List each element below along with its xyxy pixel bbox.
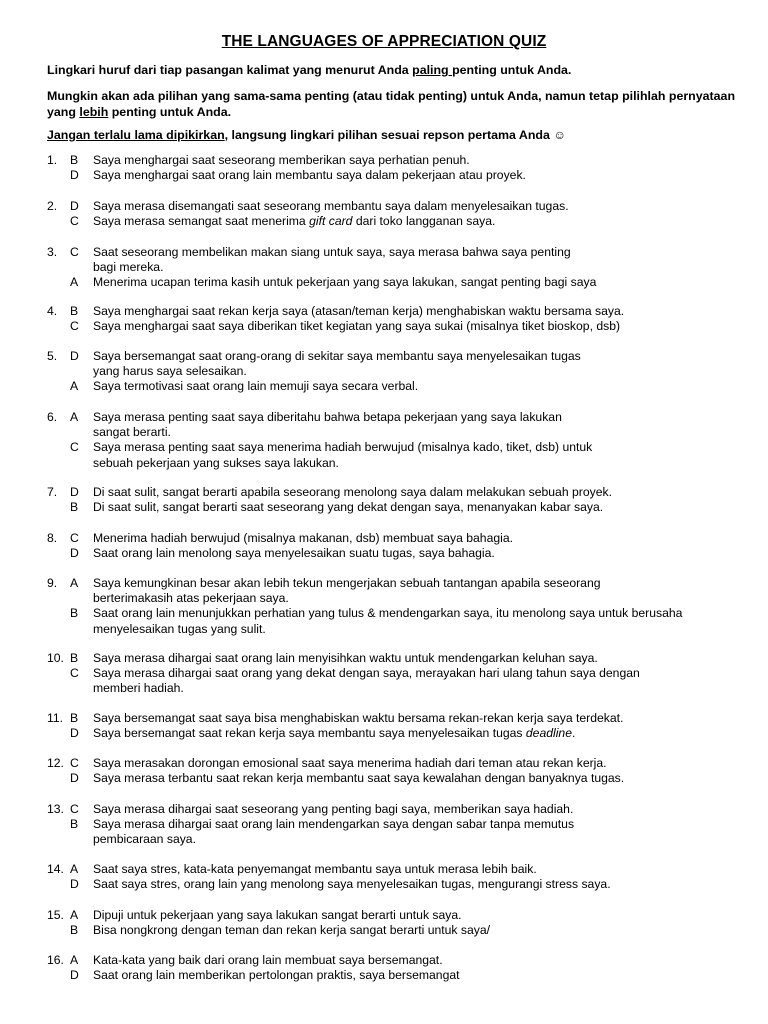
question-number: 1. (47, 153, 58, 167)
answer-option[interactable] (47, 214, 737, 229)
option-text (93, 531, 737, 546)
option-letter[interactable]: B (70, 923, 79, 938)
question-item (47, 862, 737, 892)
answer-option[interactable] (47, 666, 737, 696)
option-text (93, 275, 737, 290)
option-letter[interactable]: D (70, 726, 79, 741)
question-item (47, 711, 737, 741)
option-text (93, 771, 737, 786)
option-text-part: dari toko langganan saya. (352, 214, 496, 229)
option-text-part: Saya menghargai saat seseorang memberikan saya perhatian penuh. (93, 153, 470, 167)
option-letter[interactable]: A (70, 908, 79, 922)
option-text (93, 877, 737, 892)
answer-option[interactable] (47, 953, 737, 968)
option-letter[interactable]: B (70, 606, 79, 621)
option-letter[interactable]: C (70, 440, 79, 455)
answer-option[interactable] (47, 651, 737, 666)
instruction-1 (47, 62, 737, 78)
option-letter[interactable]: D (70, 349, 79, 363)
option-text-part: Saya merasakan dorongan emosional saat saya menerima hadiah dari teman atau rekan kerja. (93, 756, 607, 770)
question-item (47, 304, 737, 334)
option-letter[interactable]: C (70, 666, 79, 681)
question-number: 2. (47, 199, 58, 213)
option-letter[interactable]: C (70, 319, 79, 334)
answer-option[interactable] (47, 440, 737, 470)
instruction-2-emphasis: lebih (79, 105, 109, 119)
instruction-2-text-end: penting untuk Anda. (108, 105, 232, 119)
answer-option[interactable] (47, 531, 737, 546)
answer-option[interactable] (47, 168, 737, 183)
answer-option[interactable] (47, 756, 737, 771)
question-number: 16. (47, 953, 64, 967)
instruction-3-emphasis: Jangan terlalu lama dipikirkan (47, 128, 225, 142)
question-item (47, 576, 737, 637)
answer-option[interactable] (47, 153, 737, 168)
option-text (93, 666, 737, 696)
option-letter[interactable]: C (70, 214, 79, 229)
answer-option[interactable] (47, 802, 737, 817)
option-text-part: Saya termotivasi saat orang lain memuji saya secara verbal. (93, 379, 419, 394)
question-item (47, 410, 737, 471)
option-letter[interactable]: B (70, 500, 79, 515)
answer-option[interactable] (47, 771, 737, 786)
option-text (93, 817, 737, 847)
option-text-part: Saya bersemangat saat orang-orang di sekitar saya membantu saya menyelesaikan tugas yang harus saya selesaikan. (93, 349, 581, 379)
option-letter[interactable]: C (70, 802, 79, 816)
option-text-part: Saya merasa dihargai saat orang yang dekat dengan saya, merayakan hari ulang tahun saya dengan memberi hadiah. (93, 666, 640, 696)
answer-option[interactable] (47, 576, 737, 606)
option-text-part: Saat saya stres, orang lain yang menolong saya menyelesaikan tugas, mengurangi stress saya. (93, 877, 611, 892)
option-text (93, 953, 737, 968)
option-text-part: Menerima ucapan terima kasih untuk pekerjaan yang saya lakukan, sangat penting bagi saya (93, 275, 597, 290)
option-text (93, 199, 737, 214)
option-letter[interactable]: A (70, 953, 79, 967)
option-text-part: Saya menghargai saat saya diberikan tiket kegiatan yang saya sukai (misalnya tiket bioskop, dsb) (93, 319, 621, 334)
option-letter[interactable]: D (70, 546, 79, 561)
option-text-part: Saya kemungkinan besar akan lebih tekun mengerjakan sebuah tantangan apabila seseorang berterimakasih atas pekerjaan saya. (93, 576, 601, 606)
option-letter[interactable]: D (70, 199, 79, 213)
instruction-1-text: Lingkari huruf dari tiap pasangan kalimat yang menurut Anda (47, 63, 413, 77)
option-text-part: Di saat sulit, sangat berarti saat seseorang yang dekat dengan saya, menanyakan kabar saya. (93, 500, 604, 515)
question-item (47, 953, 737, 983)
option-text (93, 410, 737, 440)
answer-option[interactable] (47, 877, 737, 892)
option-text-part: Saya bersemangat saat rekan kerja saya membantu saya menyelesaikan tugas (93, 726, 526, 741)
question-number: 14. (47, 862, 64, 876)
answer-option[interactable] (47, 275, 737, 290)
option-text (93, 802, 737, 817)
option-letter[interactable]: C (70, 245, 79, 259)
question-item (47, 349, 737, 395)
question-number: 8. (47, 531, 58, 545)
option-text-part: Saat orang lain memberikan pertolongan praktis, saya bersemangat (93, 968, 460, 983)
answer-option[interactable] (47, 817, 737, 847)
answer-option[interactable] (47, 923, 737, 938)
answer-option[interactable] (47, 908, 737, 923)
question-number: 5. (47, 349, 58, 363)
option-text (93, 651, 737, 666)
option-text-part: Saat orang lain menolong saya menyelesaikan suatu tugas, saya bahagia. (93, 546, 495, 561)
option-text-part: Saya merasa disemangati saat seseorang membantu saya dalam menyelesaikan tugas. (93, 199, 569, 213)
option-text (93, 319, 737, 334)
option-text (93, 606, 737, 636)
option-text (93, 908, 737, 923)
option-text-part: Kata-kata yang baik dari orang lain membuat saya bersemangat. (93, 953, 443, 967)
option-text-italic: gift card (309, 214, 353, 229)
question-item (47, 651, 737, 697)
option-letter[interactable]: D (70, 968, 79, 983)
option-text-part: . (572, 726, 576, 741)
option-letter[interactable]: C (70, 756, 79, 770)
option-text (93, 153, 737, 168)
option-text (93, 756, 737, 771)
option-text (93, 440, 737, 470)
option-text-part: Saat seseorang membelikan makan siang untuk saya, saya merasa bahwa saya penting bagi mereka. (93, 245, 571, 275)
answer-option[interactable] (47, 968, 737, 983)
answer-option[interactable] (47, 349, 737, 379)
question-item (47, 245, 737, 291)
instruction-3 (47, 127, 737, 143)
instruction-2 (47, 88, 737, 120)
answer-option[interactable] (47, 711, 737, 726)
answer-option[interactable] (47, 319, 737, 334)
answer-option[interactable] (47, 245, 737, 275)
option-letter[interactable]: D (70, 168, 79, 183)
option-letter[interactable]: A (70, 576, 79, 590)
answer-option[interactable] (47, 500, 737, 515)
answer-option[interactable] (47, 199, 737, 214)
option-text (93, 245, 737, 275)
question-number: 4. (47, 304, 58, 318)
option-text (93, 862, 737, 877)
answer-option[interactable] (47, 379, 737, 394)
option-text (93, 485, 737, 500)
option-letter[interactable]: D (70, 771, 79, 786)
question-item (47, 199, 737, 229)
option-text-part: Saat saya stres, kata-kata penyemangat membantu saya untuk merasa lebih baik. (93, 862, 537, 876)
answer-option[interactable] (47, 410, 737, 440)
option-letter[interactable]: D (70, 877, 79, 892)
option-text-part: Bisa nongkrong dengan teman dan rekan kerja sangat berarti untuk saya/ (93, 923, 491, 938)
option-text (93, 923, 737, 938)
option-text (93, 576, 737, 606)
answer-option[interactable] (47, 546, 737, 561)
question-item (47, 756, 737, 786)
answer-option[interactable] (47, 862, 737, 877)
question-item (47, 153, 737, 183)
option-text-part: Saya menghargai saat orang lain membantu saya dalam pekerjaan atau proyek. (93, 168, 526, 183)
option-text-part: Menerima hadiah berwujud (misalnya makanan, dsb) membuat saya bahagia. (93, 531, 514, 545)
option-text (93, 379, 737, 394)
instruction-3-text: , langsung lingkari pilihan sesuai repson pertama Anda ☺ (224, 128, 566, 142)
option-letter[interactable]: D (70, 485, 79, 499)
option-letter[interactable]: B (70, 651, 79, 665)
option-text-part: Di saat sulit, sangat berarti apabila seseorang menolong saya dalam melakukan sebuah proyek. (93, 485, 612, 499)
option-text (93, 968, 737, 983)
question-number: 3. (47, 245, 58, 259)
option-letter[interactable]: B (70, 817, 79, 832)
option-text (93, 726, 737, 741)
question-number: 10. (47, 651, 64, 665)
answer-option[interactable] (47, 485, 737, 500)
option-text (93, 349, 737, 379)
option-text-part: Saya merasa dihargai saat seseorang yang penting bagi saya, memberikan saya hadiah. (93, 802, 574, 816)
instruction-2-text: Mungkin akan ada pilihan yang sama-sama penting (atau tidak penting) untuk Anda, namun tetap pilihlah pernyataan yang (47, 89, 736, 119)
page-title: THE LANGUAGES OF APPRECIATION QUIZ (221, 33, 547, 50)
option-letter[interactable]: A (70, 379, 79, 394)
option-letter[interactable]: A (70, 275, 79, 290)
option-text-part: Saya merasa dihargai saat orang lain mendengarkan saya dengan sabar tanpa memutus pembicaraan saya. (93, 817, 575, 847)
option-letter[interactable]: A (70, 410, 79, 424)
option-text (93, 214, 737, 229)
question-number: 6. (47, 410, 58, 424)
option-text-part: Saat orang lain menunjukkan perhatian yang tulus & mendengarkan saya, itu menolong saya untuk berusaha menyelesaikan tugas yang sulit. (93, 606, 683, 636)
question-item (47, 802, 737, 848)
question-number: 13. (47, 802, 64, 816)
question-number: 15. (47, 908, 64, 922)
option-letter[interactable]: A (70, 862, 79, 876)
question-item (47, 531, 737, 561)
option-letter[interactable]: B (70, 711, 79, 725)
option-text-part: Dipuji untuk pekerjaan yang saya lakukan sangat berarti untuk saya. (93, 908, 462, 922)
option-text (93, 304, 737, 319)
question-number: 11. (47, 711, 64, 725)
option-text-part: Saya merasa terbantu saat rekan kerja membantu saat saya kewalahan dengan banyaknya tugas. (93, 771, 625, 786)
answer-option[interactable] (47, 726, 737, 741)
instruction-1-emphasis: paling (412, 63, 453, 77)
option-text (93, 711, 737, 726)
option-letter[interactable]: C (70, 531, 79, 545)
option-letter[interactable]: B (70, 304, 79, 318)
option-text (93, 500, 737, 515)
answer-option[interactable] (47, 304, 737, 319)
question-item (47, 485, 737, 515)
option-text-part: Saya merasa semangat saat menerima (93, 214, 310, 229)
option-text (93, 546, 737, 561)
question-number: 7. (47, 485, 58, 499)
option-text-part: Saya bersemangat saat saya bisa menghabiskan waktu bersama rekan-rekan kerja saya terdekat. (93, 711, 624, 725)
instruction-1-text-end: penting untuk Anda. (452, 63, 572, 77)
option-text-part: Saya merasa dihargai saat orang lain menyisihkan waktu untuk mendengarkan keluhan saya. (93, 651, 598, 665)
answer-option[interactable] (47, 606, 737, 636)
question-number: 12. (47, 756, 64, 770)
option-text (93, 168, 737, 183)
option-text-part: Saya merasa penting saat saya menerima hadiah berwujud (misalnya kado, tiket, dsb) untuk sebuah pekerjaan yang sukses saya lakukan. (93, 440, 593, 470)
option-text-italic: deadline (525, 726, 572, 741)
question-item (47, 908, 737, 938)
question-number: 9. (47, 576, 58, 590)
option-text-part: Saya merasa penting saat saya diberitahu bahwa betapa pekerjaan yang saya lakukan sangat berarti. (93, 410, 562, 440)
option-text-part: Saya menghargai saat rekan kerja saya (atasan/teman kerja) menghabiskan waktu bersama saya. (93, 304, 625, 318)
option-letter[interactable]: B (70, 153, 79, 167)
